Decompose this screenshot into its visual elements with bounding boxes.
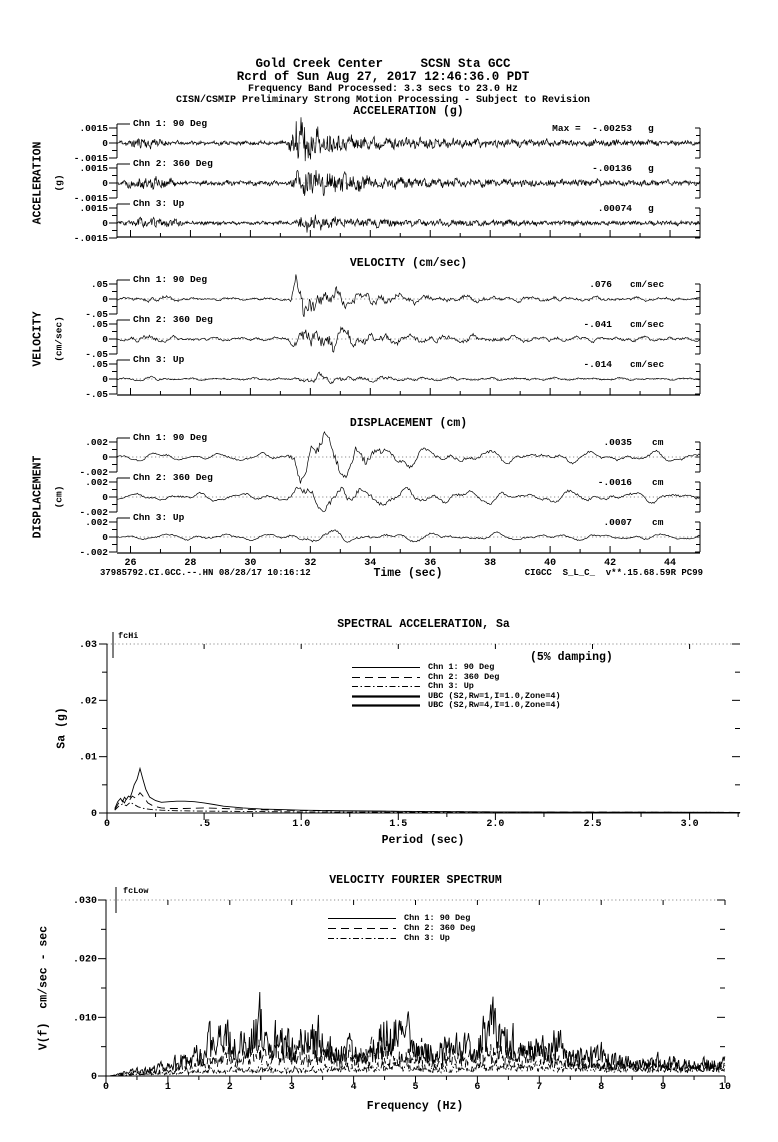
- trace-velocity-ch2: [117, 327, 700, 352]
- y-tick-label: -.002: [79, 547, 108, 558]
- accel-ch2-max: -.00136: [592, 163, 632, 174]
- time-tick-label: 26: [124, 558, 137, 569]
- disp-ch1-max: .0035: [603, 437, 632, 448]
- fourier-x-tick-label: 9: [660, 1082, 667, 1093]
- time-tick-label: 40: [544, 558, 557, 569]
- vel-ch2-label: Chn 2: 360 Deg: [133, 314, 213, 325]
- accel-ch3-max: .00074: [597, 203, 632, 214]
- fourier-ylabel: V(f) cm/sec - sec: [37, 925, 51, 1051]
- disp-ch1-label: Chn 1: 90 Deg: [133, 432, 208, 443]
- disp-ch3-label: Chn 3: Up: [133, 512, 185, 523]
- y-tick-label: .002: [85, 517, 108, 528]
- fourier-x-tick-label: 6: [474, 1082, 481, 1093]
- y-tick-label: 0: [102, 138, 108, 149]
- accel-ch2-unit: g: [648, 163, 654, 174]
- y-tick-label: -.0015: [73, 233, 108, 244]
- sa-x-tick-label: 0: [103, 819, 111, 830]
- time-tick-label: 30: [244, 558, 257, 569]
- y-tick-label: .002: [85, 437, 108, 448]
- fourier-fclow-label: fcLow: [123, 886, 149, 896]
- sa-legend-ubc1: UBC (S2,Rw=1,I=1.0,Zone=4): [428, 691, 561, 701]
- y-tick-label: -.0015: [73, 153, 108, 164]
- time-axis-label: Time (sec): [373, 567, 443, 580]
- velocity-axis-label: VELOCITY: [31, 311, 45, 367]
- accel-ch2-label: Chn 2: 360 Deg: [133, 158, 213, 169]
- time-tick-label: 38: [484, 558, 497, 569]
- displacement-axis-label: DISPLACEMENT: [31, 455, 45, 539]
- fourier-x-tick-label: 0: [102, 1082, 110, 1093]
- y-tick-label: -.0015: [73, 193, 108, 204]
- sa-damping-note: (5% damping): [530, 651, 613, 664]
- fourier-x-tick-label: 1: [164, 1082, 171, 1093]
- y-tick-label: 0: [102, 334, 108, 345]
- fourier-legend-chn2: Chn 2: 360 Deg: [404, 923, 476, 933]
- fourier-x-tick-label: 5: [412, 1082, 419, 1093]
- sa-legend-chn3: Chn 3: Up: [428, 681, 474, 691]
- version-footer: CIGCC S_L_C_ v**.15.68.59R PC99: [524, 568, 703, 578]
- y-tick-label: 0: [102, 374, 108, 385]
- fourier-x-tick-label: 2: [226, 1082, 233, 1093]
- sa-y-tick-label: 0: [90, 809, 97, 820]
- fourier-y-tick-label: .020: [72, 954, 97, 966]
- sa-y-tick-label: .02: [78, 696, 97, 708]
- velocity-axis-unit: (cm/sec): [53, 316, 65, 362]
- sa-fchi-label: fcHi: [118, 631, 139, 641]
- fourier-y-tick-label: 0: [90, 1072, 97, 1083]
- sa-x-tick-label: 2.5: [583, 819, 602, 830]
- sa-ylabel: Sa (g): [55, 707, 69, 749]
- y-tick-label: -.002: [79, 507, 108, 518]
- trace-displacement-ch2: [117, 487, 700, 512]
- accel-ch1-max: Max = -.00253: [552, 123, 632, 134]
- time-tick-label: 44: [664, 558, 677, 569]
- accel-ch1-label: Chn 1: 90 Deg: [133, 118, 208, 129]
- y-tick-label: .05: [90, 359, 108, 370]
- time-tick-label: 36: [424, 558, 437, 569]
- y-tick-label: 0: [102, 492, 108, 503]
- accel-ch3-unit: g: [648, 203, 654, 214]
- y-tick-label: 0: [102, 178, 108, 189]
- trace-displacement-ch3: [117, 530, 700, 543]
- vel-ch2-unit: cm/sec: [630, 319, 665, 330]
- fourier-title: VELOCITY FOURIER SPECTRUM: [329, 874, 502, 887]
- fourier-x-tick-label: 10: [718, 1082, 732, 1093]
- sa-curve-ch1: [115, 769, 740, 813]
- section-title-velocity: VELOCITY (cm/sec): [349, 257, 468, 270]
- fourier-x-tick-label: 4: [350, 1082, 357, 1093]
- y-tick-label: .05: [90, 319, 108, 330]
- y-tick-label: .002: [85, 477, 108, 488]
- acceleration-axis-label: ACCELERATION: [31, 141, 45, 225]
- vel-ch1-label: Chn 1: 90 Deg: [133, 274, 208, 285]
- disp-ch2-unit: cm: [652, 477, 664, 488]
- fourier-legend-chn3: Chn 3: Up: [404, 933, 450, 943]
- y-tick-label: .0015: [79, 163, 108, 174]
- accel-ch3-label: Chn 3: Up: [133, 198, 185, 209]
- y-tick-label: 0: [102, 218, 108, 229]
- section-title-acceleration: ACCELERATION (g): [353, 105, 464, 118]
- displacement-axis-unit: (cm): [53, 485, 65, 509]
- fourier-xlabel: Frequency (Hz): [366, 1100, 464, 1113]
- time-tick-label: 32: [304, 558, 317, 569]
- trace-velocity-ch3: [117, 372, 700, 384]
- fourier-x-tick-label: 7: [536, 1082, 543, 1093]
- fourier-legend-chn1: Chn 1: 90 Deg: [404, 913, 471, 923]
- record-id-footer: 37985792.CI.GCC.--.HN 08/28/17 10:16:12: [100, 568, 311, 578]
- sa-x-tick-label: 2.0: [486, 819, 505, 830]
- sa-title: SPECTRAL ACCELERATION, Sa: [337, 618, 510, 631]
- section-title-displacement: DISPLACEMENT (cm): [349, 417, 468, 430]
- vel-ch3-unit: cm/sec: [630, 359, 665, 370]
- sa-legend-chn1: Chn 1: 90 Deg: [428, 662, 495, 672]
- processing-note: CISN/CSMIP Preliminary Strong Motion Processing - Subject to Revision: [175, 95, 591, 106]
- fourier-x-tick-label: 3: [288, 1082, 295, 1093]
- sa-xlabel: Period (sec): [381, 834, 465, 847]
- y-tick-label: -.05: [85, 349, 108, 360]
- sa-x-tick-label: .5: [198, 819, 211, 830]
- time-tick-label: 28: [184, 558, 197, 569]
- y-tick-label: -.05: [85, 309, 108, 320]
- trace-acceleration-ch3: [117, 215, 700, 233]
- vel-ch3-max: -.014: [583, 359, 612, 370]
- sa-legend-ubc2: UBC (S2,Rw=4,I=1.0,Zone=4): [428, 700, 561, 710]
- disp-ch1-unit: cm: [652, 437, 664, 448]
- frequency-band-note: Frequency Band Processed: 3.3 secs to 23.0 Hz: [247, 84, 519, 95]
- vel-ch1-max: .076: [589, 279, 612, 290]
- accel-ch1-unit: g: [648, 123, 654, 134]
- y-tick-label: .0015: [79, 123, 108, 134]
- y-tick-label: 0: [102, 532, 108, 543]
- disp-ch2-max: -.0016: [597, 477, 632, 488]
- vel-ch3-label: Chn 3: Up: [133, 354, 185, 365]
- acceleration-axis-unit: (g): [53, 174, 65, 192]
- sa-y-tick-label: .03: [78, 640, 97, 651]
- y-tick-label: .0015: [79, 203, 108, 214]
- y-tick-label: -.002: [79, 467, 108, 478]
- sa-legend-chn2: Chn 2: 360 Deg: [428, 672, 500, 682]
- y-tick-label: .05: [90, 279, 108, 290]
- sa-x-tick-label: 1.5: [389, 819, 408, 830]
- time-tick-label: 34: [364, 558, 377, 569]
- disp-ch3-max: .0007: [603, 517, 632, 528]
- y-tick-label: -.05: [85, 389, 108, 400]
- vel-ch1-unit: cm/sec: [630, 279, 665, 290]
- vel-ch2-max: -.041: [583, 319, 612, 330]
- fourier-y-tick-label: .010: [72, 1013, 97, 1025]
- sa-x-tick-label: 3.0: [680, 819, 699, 830]
- disp-ch3-unit: cm: [652, 517, 664, 528]
- disp-ch2-label: Chn 2: 360 Deg: [133, 472, 213, 483]
- y-tick-label: 0: [102, 294, 108, 305]
- sa-y-tick-label: .01: [78, 752, 97, 764]
- y-tick-label: 0: [102, 452, 108, 463]
- fourier-trace-ch1: [106, 992, 725, 1076]
- time-tick-label: 42: [604, 558, 617, 569]
- station-title: Gold Creek Center SCSN Sta GCC: [255, 57, 511, 71]
- fourier-y-tick-label: .030: [72, 896, 97, 907]
- fourier-x-tick-label: 8: [598, 1082, 605, 1093]
- sa-x-tick-label: 1.0: [292, 819, 311, 830]
- sa-curve-ch2: [115, 793, 740, 813]
- record-time: Rcrd of Sun Aug 27, 2017 12:46:36.0 PDT: [236, 70, 530, 84]
